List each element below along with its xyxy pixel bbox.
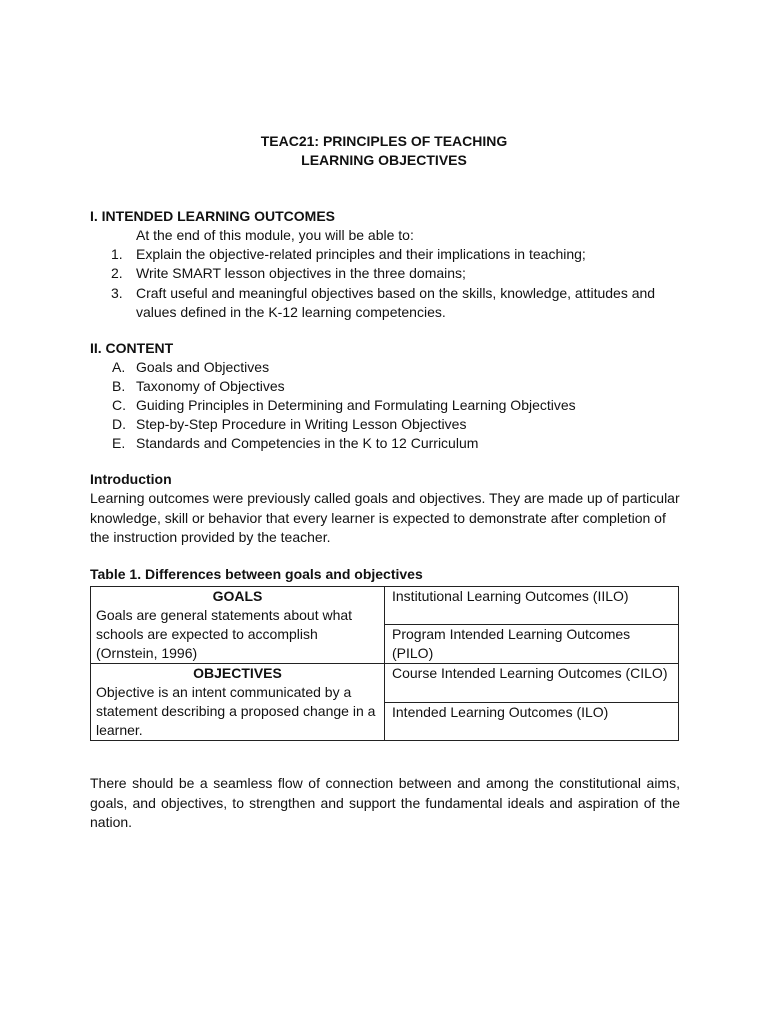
outcomes-heading: I. INTENDED LEARNING OUTCOMES [90,208,336,224]
content-marker: A. [112,359,126,375]
outcome-item: Craft useful and meaningful objectives based on the skills, knowledge, attitudes and [136,285,656,301]
goals-cell [91,587,385,664]
table-caption: Table 1. Differences between goals and objectives [90,566,423,582]
outcomes-intro: At the end of this module, you will be able to: [136,227,414,243]
outcome-item: Write SMART lesson objectives in the three domains; [136,265,466,281]
introduction-paragraph: Learning outcomes were previously called goals and objectives. They are made up of particular knowledge, skill or behavior that every learner is expected to demonstrate after completion of the instruction provided by the teacher. [90,490,680,545]
content-item: Standards and Competencies in the K to 12 Curriculum [136,435,479,451]
content-item: Taxonomy of Objectives [136,378,285,394]
outcome-cell: Course Intended Learning Outcomes (CILO) [385,664,679,703]
objectives-cell [91,664,385,741]
table-row [91,664,679,703]
content-item: Goals and Objectives [136,359,270,375]
objectives-text: Objective is an intent communicated by a statement describing a proposed change in a learner. [96,684,376,738]
document-title: TEAC21: PRINCIPLES OF TEACHING [260,133,508,149]
outcome-cell: Intended Learning Outcomes (ILO) [385,702,679,741]
content-marker: C. [112,397,126,413]
outcome-cell: Program Intended Learning Outcomes (PILO) [385,625,679,664]
table-row [91,587,679,625]
content-marker: D. [112,416,126,432]
outcome-marker: 3. [111,285,123,301]
objectives-heading: OBJECTIVES [193,665,282,681]
outcome-cell: Institutional Learning Outcomes (IILO) [385,587,679,625]
content-marker: B. [112,378,126,394]
goals-heading: GOALS [212,588,263,604]
goals-text: Goals are general statements about what schools are expected to accomplish (Ornstein, 1996) [96,607,353,661]
introduction-heading: Introduction [90,471,172,487]
content-item: Guiding Principles in Determining and Formulating Learning Objectives [136,397,576,413]
outcome-item-continued: values defined in the K-12 learning competencies. [136,304,446,320]
content-marker: E. [112,435,126,451]
content-item: Step-by-Step Procedure in Writing Lesson Objectives [136,416,467,432]
goals-objectives-table [90,586,679,741]
outcome-marker: 2. [111,265,123,281]
outcome-marker: 1. [111,246,123,262]
content-heading: II. CONTENT [90,340,174,356]
closing-paragraph: There should be a seamless flow of connection between and among the constitutional aims, goals, and objectives, to strengthen and support the fundamental ideals and aspiration of the nation. [90,775,680,830]
outcome-item: Explain the objective-related principles and their implications in teaching; [136,246,586,262]
document-subtitle: LEARNING OBJECTIVES [301,152,467,168]
